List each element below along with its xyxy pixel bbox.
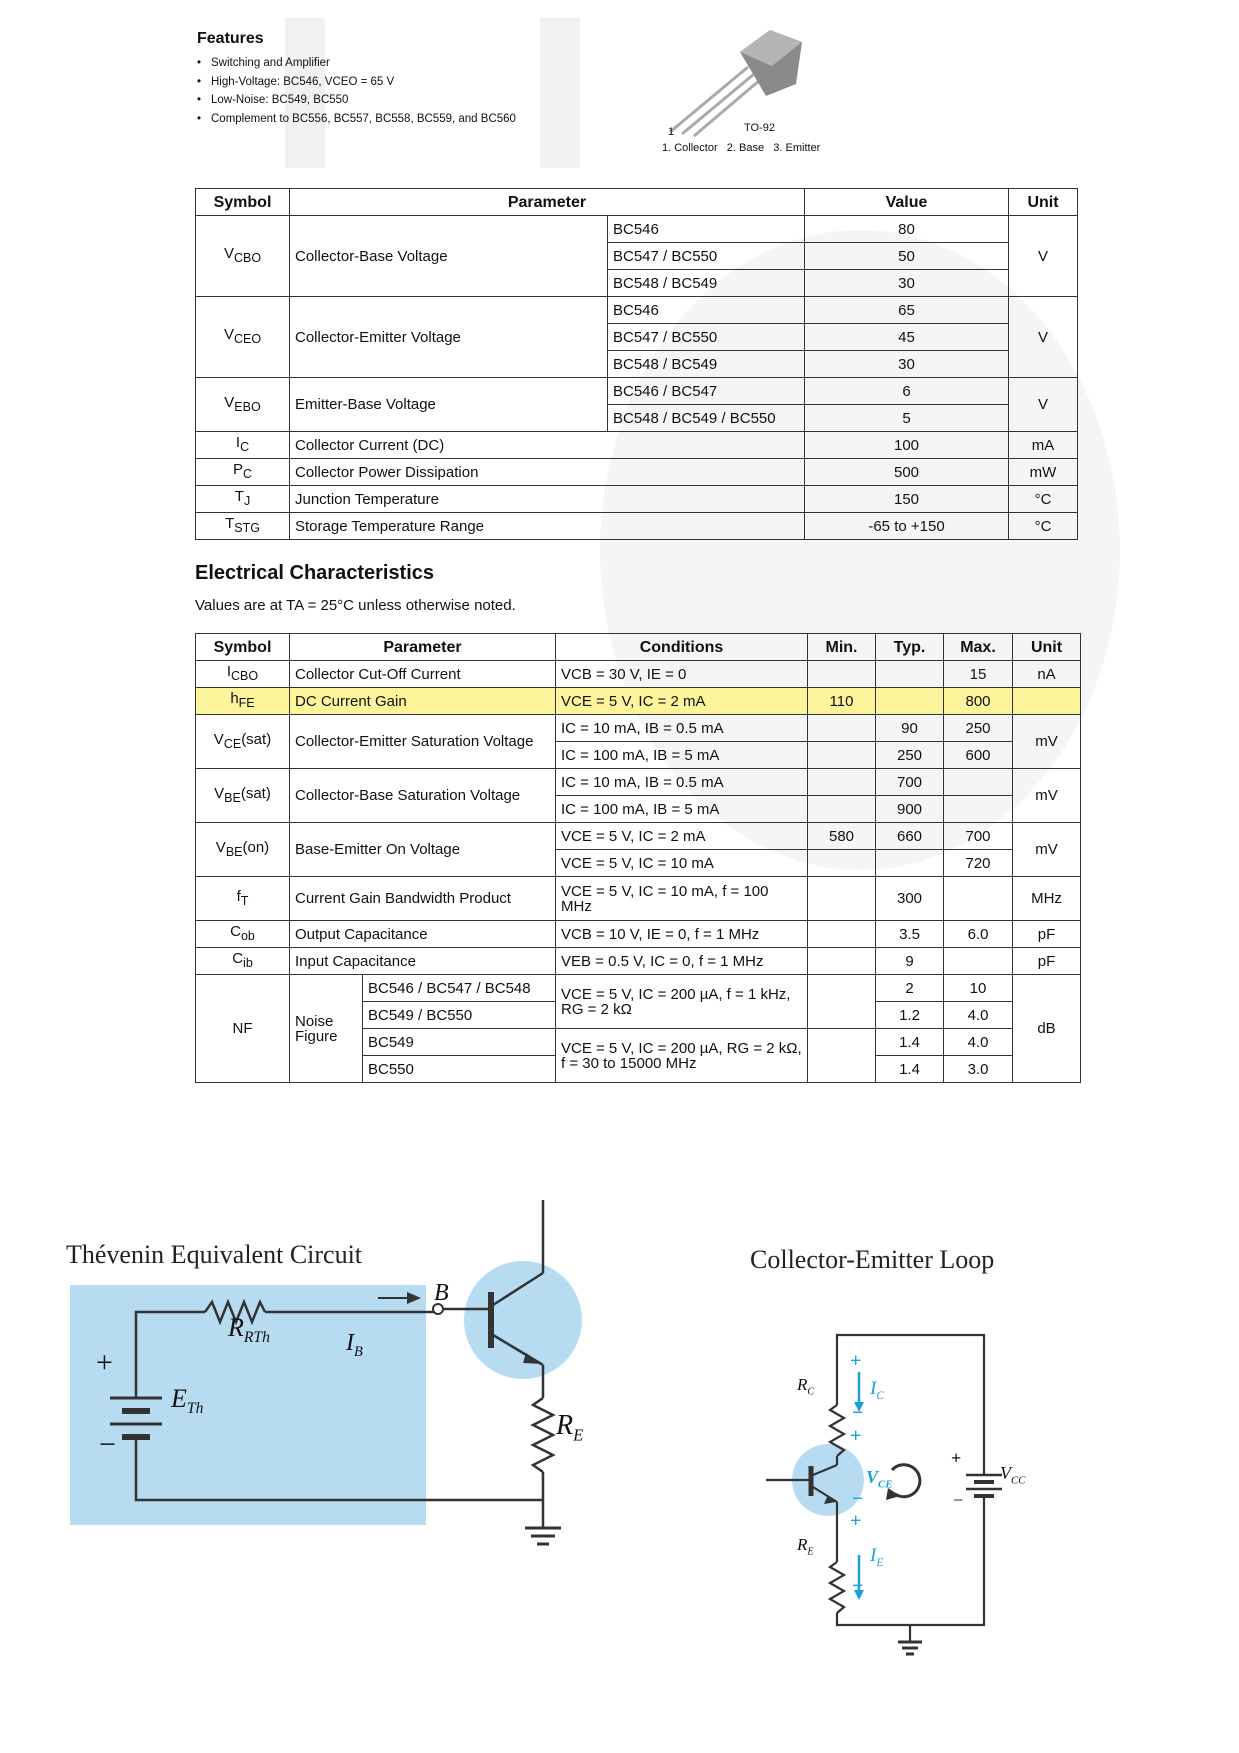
parameter-cell: DC Current Gain — [290, 688, 556, 715]
to92-transistor-icon — [640, 22, 850, 162]
min-cell — [808, 850, 876, 877]
thevenin-title: Thévenin Equivalent Circuit — [66, 1240, 363, 1269]
vce-label: $V_{CE}$ — [866, 1467, 893, 1491]
conditions-cell: VCE = 5 V, IC = 10 mA, f = 100 MHz — [556, 877, 808, 921]
max-cell: 600 — [944, 742, 1013, 769]
device-cell: BC548 / BC549 / BC550 — [608, 405, 805, 432]
col-header-min: Min. — [808, 634, 876, 661]
max-cell: 4.0 — [944, 1029, 1013, 1056]
parameter-cell: Current Gain Bandwidth Product — [290, 877, 556, 921]
unit-cell: pF — [1013, 948, 1081, 975]
conditions-cell: IC = 10 mA, IB = 0.5 mA — [556, 715, 808, 742]
symbol-cell: $h_{FE}$ — [196, 688, 290, 715]
vce-plus-label: + — [850, 1425, 862, 1447]
value-cell: 5 — [805, 405, 1009, 432]
col-header-typ: Typ. — [876, 634, 944, 661]
device-cell: BC546 — [608, 297, 805, 324]
parameter-cell: Emitter-Base Voltage — [290, 378, 608, 432]
unit-cell: nA — [1013, 661, 1081, 688]
value-cell: 500 — [805, 459, 1009, 486]
unit-cell: pF — [1013, 921, 1081, 948]
symbol-cell: $T_J$ — [196, 486, 290, 513]
feature-item: • High-Voltage: BC546, VCEO = 65 V — [197, 73, 597, 92]
min-cell — [808, 742, 876, 769]
col-header-unit: Unit — [1009, 189, 1078, 216]
re-resistor-icon — [830, 1562, 844, 1613]
symbol-cell: $T_{STG}$ — [196, 513, 290, 540]
typ-cell: 1.4 — [876, 1029, 944, 1056]
typ-cell: 700 — [876, 769, 944, 796]
device-cell: BC548 / BC549 — [608, 270, 805, 297]
device-cell: BC546 / BC547 — [608, 378, 805, 405]
symbol-cell: $V_{CBO}$ — [196, 216, 290, 297]
min-cell — [808, 715, 876, 742]
re-minus-label: − — [852, 1575, 864, 1597]
thevenin-circuit-diagram — [60, 1195, 620, 1565]
typ-cell: 900 — [876, 796, 944, 823]
ce-loop-title: Collector-Emitter Loop — [750, 1245, 995, 1274]
typ-cell — [876, 850, 944, 877]
conditions-cell: IC = 10 mA, IB = 0.5 mA — [556, 769, 808, 796]
max-cell: 700 — [944, 823, 1013, 850]
unit-cell: °C — [1009, 486, 1078, 513]
parameter-cell: Input Capacitance — [290, 948, 556, 975]
abs-max-table — [195, 188, 1078, 540]
symbol-cell: $C_{ib}$ — [196, 948, 290, 975]
ic-label: $I_C$ — [870, 1378, 884, 1402]
device-cell: BC548 / BC549 — [608, 351, 805, 378]
value-cell: -65 to +150 — [805, 513, 1009, 540]
parameter-cell: Junction Temperature — [290, 486, 805, 513]
pin-legend: 1. Collector 2. Base 3. Emitter — [662, 142, 821, 154]
feature-item: • Switching and Amplifier — [197, 54, 597, 73]
min-cell — [808, 661, 876, 688]
value-cell: 45 — [805, 324, 1009, 351]
re-label: $R_E$ — [556, 1410, 584, 1445]
value-cell: 50 — [805, 243, 1009, 270]
symbol-cell: $V_{CE}(sat)$ — [196, 715, 290, 769]
typ-cell: 3.5 — [876, 921, 944, 948]
unit-cell: V — [1009, 378, 1078, 432]
conditions-cell: VCB = 10 V, IE = 0, f = 1 MHz — [556, 921, 808, 948]
eth-label: $E_{Th}$ — [171, 1384, 204, 1418]
typ-cell: 90 — [876, 715, 944, 742]
device-cell: BC546 / BC547 / BC548 — [363, 975, 556, 1002]
min-cell — [808, 975, 876, 1029]
col-header-value: Value — [805, 189, 1009, 216]
conditions-cell: VCE = 5 V, IC = 2 mA — [556, 688, 808, 715]
min-cell — [808, 877, 876, 921]
parameter-cell: Collector-Emitter Saturation Voltage — [290, 715, 556, 769]
section-subtitle: Values are at TA = 25°C unless otherwise noted. — [195, 597, 516, 614]
package-illustration — [640, 22, 850, 162]
min-cell — [808, 948, 876, 975]
col-header-symbol: Symbol — [196, 189, 290, 216]
parameter-cell: Collector Cut-Off Current — [290, 661, 556, 688]
features-title: Features — [197, 30, 264, 47]
typ-cell: 300 — [876, 877, 944, 921]
value-cell: 80 — [805, 216, 1009, 243]
typ-cell: 2 — [876, 975, 944, 1002]
electrical-table — [195, 633, 1081, 1083]
conditions-cell: IC = 100 mA, IB = 5 mA — [556, 796, 808, 823]
rc-label: $R_C$ — [797, 1375, 815, 1398]
unit-cell: mW — [1009, 459, 1078, 486]
max-cell — [944, 769, 1013, 796]
conditions-cell: IC = 100 mA, IB = 5 mA — [556, 742, 808, 769]
parameter-cell: Collector-Emitter Voltage — [290, 297, 608, 378]
vcc-minus-label: − — [953, 1490, 964, 1510]
rc-minus-label: − — [852, 1402, 864, 1424]
unit-cell: dB — [1013, 975, 1081, 1083]
parameter-cell: Collector-Base Saturation Voltage — [290, 769, 556, 823]
ground-icon — [525, 1528, 561, 1544]
typ-cell: 250 — [876, 742, 944, 769]
parameter-cell: Collector Current (DC) — [290, 432, 805, 459]
conditions-cell: VCE = 5 V, IC = 2 mA — [556, 823, 808, 850]
min-cell: 110 — [808, 688, 876, 715]
conditions-cell: VCE = 5 V, IC = 200 µA, f = 1 kHz, RG = 2 kΩ — [556, 975, 808, 1029]
typ-cell: 660 — [876, 823, 944, 850]
symbol-cell: $f_T$ — [196, 877, 290, 921]
parameter-cell: Noise Figure — [290, 975, 363, 1083]
unit-cell: mV — [1013, 769, 1081, 823]
col-header-max: Max. — [944, 634, 1013, 661]
highlighted-row — [196, 688, 1081, 715]
parameter-cell: Collector-Base Voltage — [290, 216, 608, 297]
symbol-cell: $I_C$ — [196, 432, 290, 459]
re-resistor-icon — [533, 1398, 553, 1472]
max-cell: 800 — [944, 688, 1013, 715]
feature-item: • Low-Noise: BC549, BC550 — [197, 91, 597, 110]
typ-cell: 1.4 — [876, 1056, 944, 1083]
unit-cell: V — [1009, 297, 1078, 378]
parameter-cell: Base-Emitter On Voltage — [290, 823, 556, 877]
transistor-highlight — [464, 1261, 582, 1379]
rth-label: $R_{RTh}$ — [228, 1313, 270, 1347]
ground-icon — [898, 1642, 922, 1654]
device-cell: BC546 — [608, 216, 805, 243]
symbol-cell: NF — [196, 975, 290, 1083]
col-header-parameter: Parameter — [290, 634, 556, 661]
unit-cell: °C — [1009, 513, 1078, 540]
vcc-battery-icon — [966, 1475, 1002, 1496]
value-cell: 150 — [805, 486, 1009, 513]
unit-cell: mV — [1013, 823, 1081, 877]
typ-cell: 9 — [876, 948, 944, 975]
minus-label: − — [99, 1428, 116, 1461]
typ-cell — [876, 661, 944, 688]
feature-item: • Complement to BC556, BC557, BC558, BC559, and BC560 — [197, 110, 597, 129]
symbol-cell: $V_{BE}(sat)$ — [196, 769, 290, 823]
features-block — [197, 30, 597, 128]
unit-cell: mA — [1009, 432, 1078, 459]
min-cell: 580 — [808, 823, 876, 850]
ib-label: $I_B$ — [346, 1330, 363, 1360]
value-cell: 6 — [805, 378, 1009, 405]
max-cell: 250 — [944, 715, 1013, 742]
col-header-unit: Unit — [1013, 634, 1081, 661]
unit-cell: V — [1009, 216, 1078, 297]
max-cell — [944, 796, 1013, 823]
col-header-parameter: Parameter — [290, 189, 805, 216]
max-cell: 3.0 — [944, 1056, 1013, 1083]
max-cell: 6.0 — [944, 921, 1013, 948]
symbol-cell: $V_{EBO}$ — [196, 378, 290, 432]
device-cell: BC550 — [363, 1056, 556, 1083]
re-plus-label: + — [850, 1510, 862, 1532]
vcc-plus-label: + — [951, 1448, 962, 1468]
col-header-symbol: Symbol — [196, 634, 290, 661]
value-cell: 30 — [805, 270, 1009, 297]
section-title: Electrical Characteristics — [195, 562, 435, 584]
device-cell: BC549 — [363, 1029, 556, 1056]
max-cell: 15 — [944, 661, 1013, 688]
min-cell — [808, 769, 876, 796]
ie-label: $I_E$ — [870, 1545, 884, 1569]
max-cell: 4.0 — [944, 1002, 1013, 1029]
value-cell: 100 — [805, 432, 1009, 459]
value-cell: 65 — [805, 297, 1009, 324]
conditions-cell: VCB = 30 V, IE = 0 — [556, 661, 808, 688]
max-cell — [944, 877, 1013, 921]
plus-label: + — [96, 1346, 113, 1379]
unit-cell: mV — [1013, 715, 1081, 769]
symbol-cell: $C_{ob}$ — [196, 921, 290, 948]
device-cell: BC549 / BC550 — [363, 1002, 556, 1029]
symbol-cell: $P_C$ — [196, 459, 290, 486]
max-cell — [944, 948, 1013, 975]
symbol-cell: $I_{CBO}$ — [196, 661, 290, 688]
vcc-label: $V_{CC}$ — [1000, 1463, 1026, 1487]
b-label: B — [434, 1280, 449, 1306]
parameter-cell: Collector Power Dissipation — [290, 459, 805, 486]
min-cell — [808, 921, 876, 948]
unit-cell: MHz — [1013, 877, 1081, 921]
col-header-conditions: Conditions — [556, 634, 808, 661]
features-list — [197, 54, 597, 128]
max-cell: 10 — [944, 975, 1013, 1002]
typ-cell: 1.2 — [876, 1002, 944, 1029]
max-cell: 720 — [944, 850, 1013, 877]
rc-plus-label: + — [850, 1350, 862, 1372]
parameter-cell: Output Capacitance — [290, 921, 556, 948]
conditions-cell: VEB = 0.5 V, IC = 0, f = 1 MHz — [556, 948, 808, 975]
device-cell: BC547 / BC550 — [608, 324, 805, 351]
loop-direction-icon — [892, 1465, 920, 1497]
parameter-cell: Storage Temperature Range — [290, 513, 805, 540]
package-name: TO-92 — [744, 122, 775, 134]
symbol-cell: $V_{BE}(on)$ — [196, 823, 290, 877]
symbol-cell: $V_{CEO}$ — [196, 297, 290, 378]
min-cell — [808, 1029, 876, 1083]
conditions-cell: VCE = 5 V, IC = 10 mA — [556, 850, 808, 877]
value-cell: 30 — [805, 351, 1009, 378]
device-cell: BC547 / BC550 — [608, 243, 805, 270]
conditions-cell: VCE = 5 V, IC = 200 µA, RG = 2 kΩ, f = 30 to 15000 MHz — [556, 1029, 808, 1083]
unit-cell — [1013, 688, 1081, 715]
pin-number: 1 — [668, 126, 675, 138]
typ-cell — [876, 688, 944, 715]
vce-minus-label: − — [852, 1488, 864, 1510]
re-label: $R_E$ — [797, 1535, 814, 1558]
min-cell — [808, 796, 876, 823]
